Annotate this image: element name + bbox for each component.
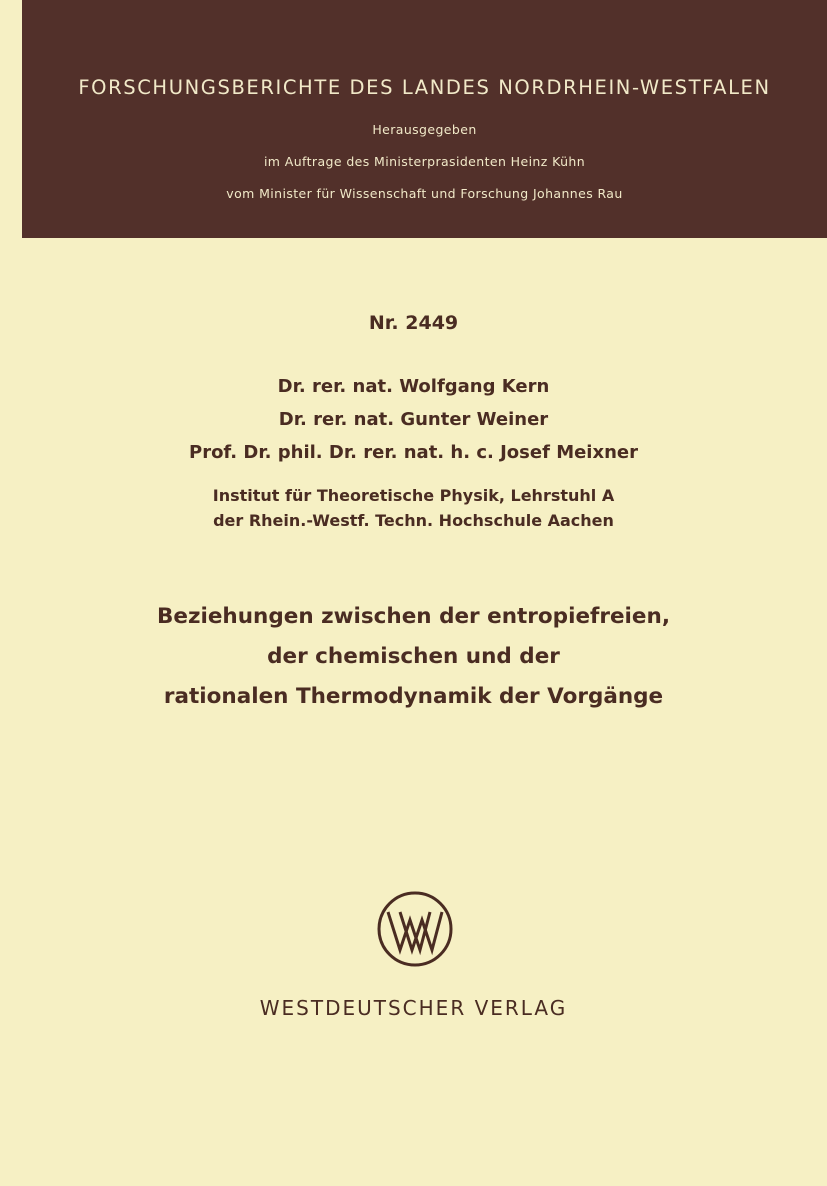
editor-line-2: im Auftrage des Ministerprasidenten Heinz Kühn [263, 154, 586, 169]
title-line-2: der chemischen und der [267, 644, 560, 669]
institution-line-1: Institut für Theoretische Physik, Lehrstuhl A [212, 486, 615, 505]
author-3: Prof. Dr. phil. Dr. rer. nat. h. c. Josef Meixner [189, 442, 638, 463]
author-1: Dr. rer. nat. Wolfgang Kern [277, 376, 550, 397]
editor-line-1: Herausgegeben [372, 122, 477, 137]
publisher-logo-icon [376, 890, 454, 968]
publisher-name: WESTDEUTSCHER VERLAG [259, 996, 568, 1020]
title-line-3: rationalen Thermodynamik der Vorgänge [163, 684, 664, 709]
series-title: FORSCHUNGSBERICHTE DES LANDES NORDRHEIN-WESTFALEN [78, 76, 771, 99]
editor-line-3: vom Minister für Wissenschaft und Forschung Johannes Rau [226, 186, 623, 201]
institution-line-2: der Rhein.-Westf. Techn. Hochschule Aachen [213, 511, 614, 530]
header-band [22, 0, 827, 238]
author-2: Dr. rer. nat. Gunter Weiner [278, 409, 549, 430]
title-line-1: Beziehungen zwischen der entropiefreien, [157, 604, 670, 629]
report-number: Nr. 2449 [368, 312, 459, 334]
